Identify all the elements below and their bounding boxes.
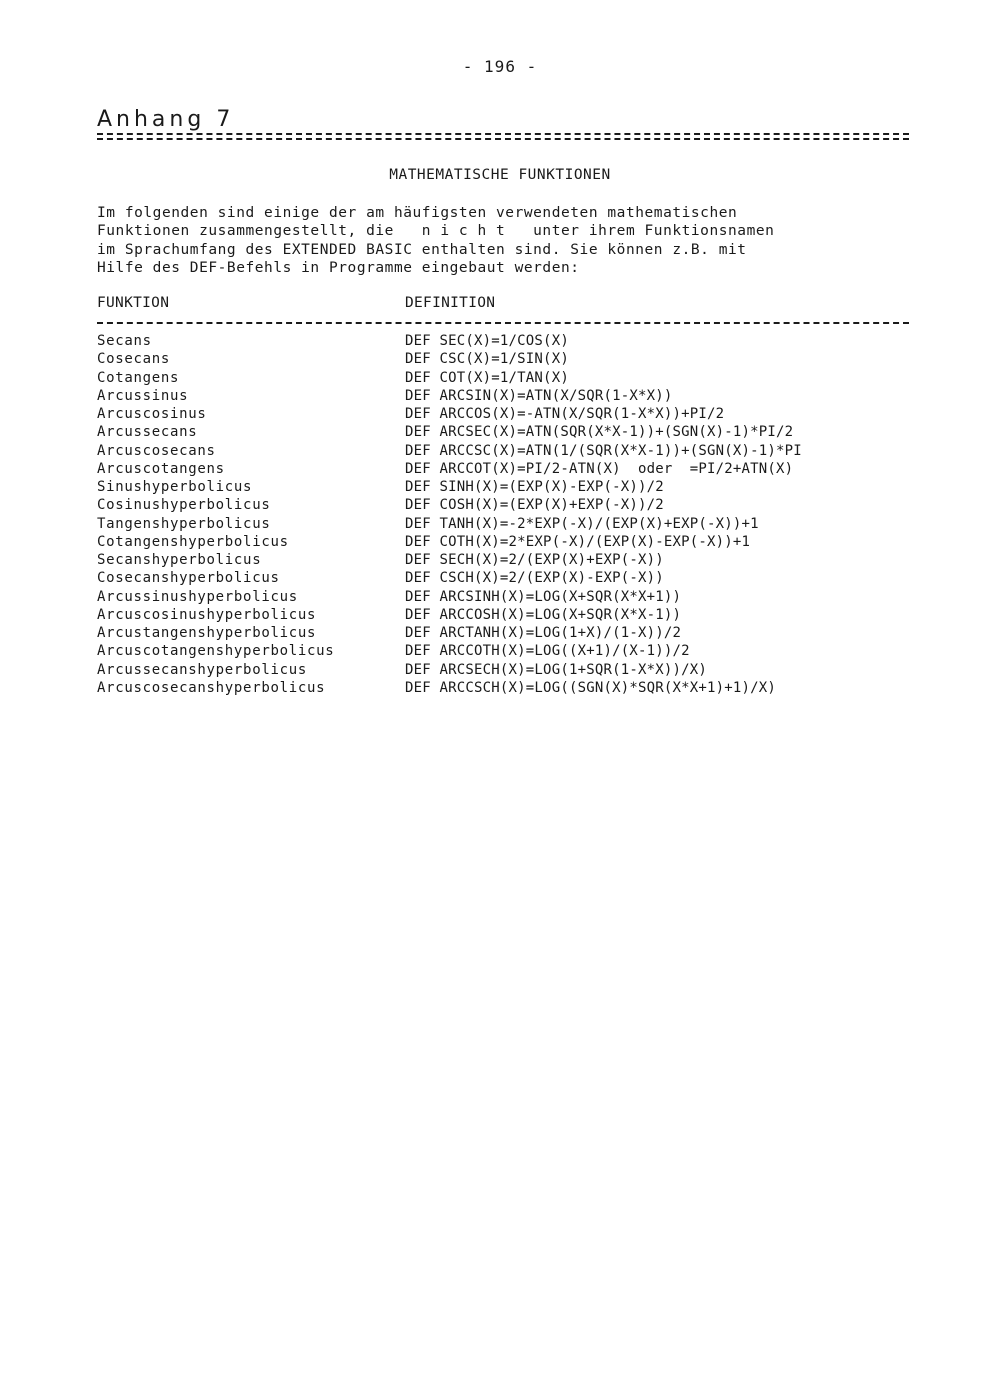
table-row	[97, 460, 912, 478]
function-definition: DEF ARCSIN(X)=ATN(X/SQR(1-X*X))	[405, 387, 673, 404]
table-row	[97, 423, 912, 441]
table-row	[97, 569, 912, 587]
intro-line: Im folgenden sind einige der am häufigsten verwendeten mathematischen	[97, 205, 738, 221]
table-row	[97, 332, 912, 350]
table-row	[97, 588, 912, 606]
function-definition: DEF COSH(X)=(EXP(X)+EXP(-X))/2	[405, 497, 664, 514]
function-name: Arcussecanshyperbolicus	[97, 661, 307, 678]
function-definition: DEF ARCCSCH(X)=LOG((SGN(X)*SQR(X*X+1)+1)/X)	[405, 679, 777, 696]
function-definition: DEF ARCCOSH(X)=LOG(X+SQR(X*X-1))	[405, 606, 682, 623]
function-definition: DEF ARCSECH(X)=LOG(1+SQR(1-X*X))/X)	[405, 661, 708, 678]
column-header-definition: DEFINITION	[405, 295, 496, 311]
function-definition: DEF CSCH(X)=2/(EXP(X)-EXP(-X))	[405, 570, 664, 587]
function-definition: DEF CSC(X)=1/SIN(X)	[405, 351, 569, 368]
function-name: Arcuscotangens	[97, 460, 225, 477]
section-heading: MATHEMATISCHE FUNKTIONEN	[389, 167, 611, 183]
function-definition: DEF SECH(X)=2/(EXP(X)+EXP(-X))	[405, 552, 664, 568]
function-name: Arcuscosinus	[97, 406, 207, 422]
function-name: Cotangens	[97, 369, 180, 386]
function-name: Sinushyperbolicus	[97, 479, 253, 495]
function-definition: DEF ARCCOT(X)=PI/2-ATN(X) oder =PI/2+ATN(X)	[405, 460, 794, 477]
intro-line: Hilfe des DEF-Befehls in Programme eingebaut werden:	[97, 259, 580, 276]
table-row	[97, 405, 912, 423]
table-row	[97, 606, 912, 624]
header-rule	[97, 322, 909, 324]
table-row	[97, 478, 912, 496]
intro-line: im Sprachumfang des EXTENDED BASIC enthalten sind. Sie können z.B. mit	[97, 241, 747, 258]
table-row	[97, 661, 912, 679]
table-row	[97, 624, 912, 642]
function-name: Arcuscosecans	[97, 442, 216, 459]
function-definition: DEF TANH(X)=-2*EXP(-X)/(EXP(X)+EXP(-X))+1	[405, 515, 759, 532]
function-definition: DEF COT(X)=1/TAN(X)	[405, 369, 569, 386]
table-row	[97, 551, 912, 569]
function-name: Arcussecans	[97, 424, 198, 441]
function-name: Secanshyperbolicus	[97, 552, 262, 568]
function-definition: DEF ARCTANH(X)=LOG(1+X)/(1-X))/2	[405, 625, 682, 641]
table-row	[97, 496, 912, 514]
function-definition: DEF ARCCSC(X)=ATN(1/(SQR(X*X-1))+(SGN(X)-1)*PI	[405, 442, 802, 459]
function-name: Secans	[97, 333, 152, 349]
function-definition: DEF SEC(X)=1/COS(X)	[405, 333, 569, 349]
function-name: Cosinushyperbolicus	[97, 497, 271, 514]
function-name: Arcuscosinushyperbolicus	[97, 606, 317, 623]
table-row	[97, 679, 912, 697]
intro-line: Funktionen zusammengestellt, die n i c h t unter ihrem Funktionsnamen	[97, 223, 775, 240]
appendix-title: Anhang 7	[97, 107, 235, 132]
function-name: Arcussinushyperbolicus	[97, 588, 298, 605]
table-row	[97, 387, 912, 405]
intro-paragraph	[97, 204, 912, 277]
table-row	[97, 642, 912, 660]
functions-table	[97, 332, 912, 697]
function-name: Cosecanshyperbolicus	[97, 570, 280, 587]
function-definition: DEF ARCSINH(X)=LOG(X+SQR(X*X+1))	[405, 588, 682, 605]
table-row	[97, 533, 912, 551]
function-name: Arcuscosecanshyperbolicus	[97, 679, 326, 696]
function-definition: DEF ARCCOTH(X)=LOG((X+1)/(X-1))/2	[405, 643, 690, 660]
function-name: Cosecans	[97, 351, 171, 368]
function-name: Arcuscotangenshyperbolicus	[97, 643, 335, 660]
function-name: Arcustangenshyperbolicus	[97, 625, 317, 641]
function-definition: DEF ARCCOS(X)=-ATN(X/SQR(1-X*X))+PI/2	[405, 406, 725, 422]
table-row	[97, 369, 912, 387]
function-name: Cotangenshyperbolicus	[97, 533, 289, 550]
table-row	[97, 350, 912, 368]
function-definition: DEF SINH(X)=(EXP(X)-EXP(-X))/2	[405, 479, 664, 495]
column-header-funktion: FUNKTION	[97, 295, 170, 311]
page-number: - 196 -	[462, 57, 538, 76]
function-name: Tangenshyperbolicus	[97, 515, 271, 532]
function-name: Arcussinus	[97, 387, 189, 404]
table-row	[97, 515, 912, 533]
table-row	[97, 442, 912, 460]
title-double-rule	[97, 133, 909, 140]
function-definition: DEF COTH(X)=2*EXP(-X)/(EXP(X)-EXP(-X))+1	[405, 533, 751, 550]
function-definition: DEF ARCSEC(X)=ATN(SQR(X*X-1))+(SGN(X)-1)*PI/2	[405, 424, 794, 441]
